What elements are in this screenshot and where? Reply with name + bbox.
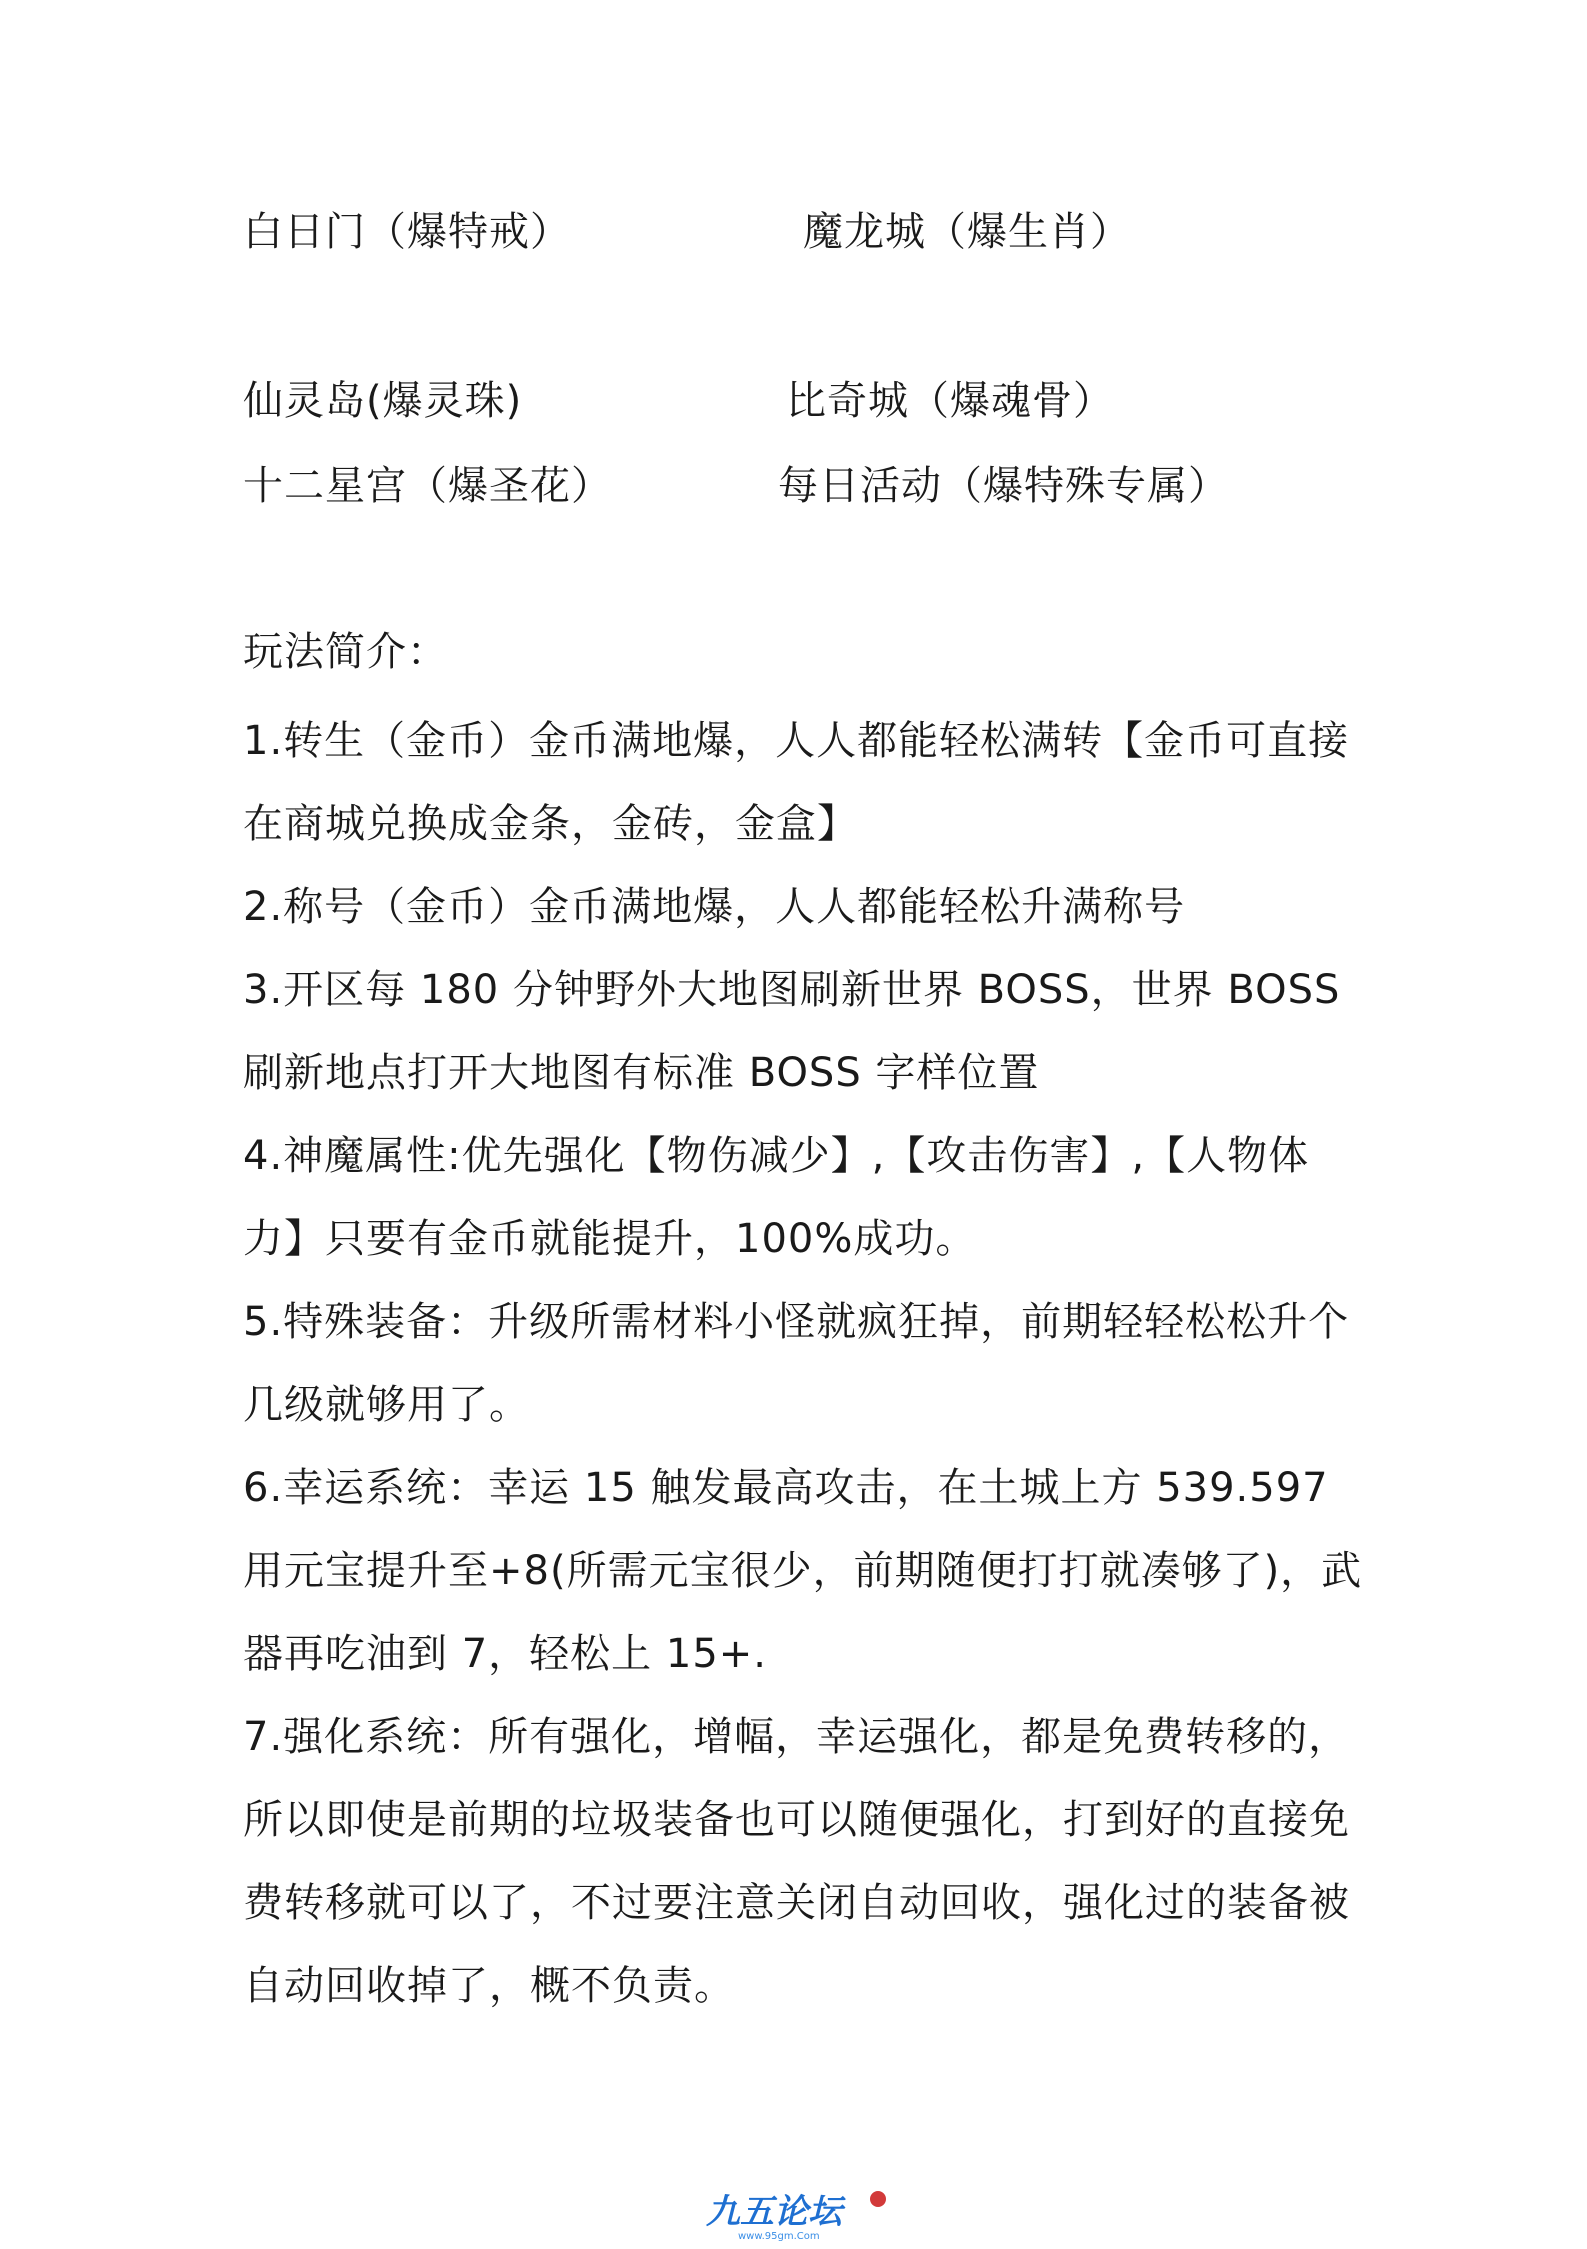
list-item: 4.神魔属性:优先强化【物伤减少】,【攻击伤害】,【人物体力】只要有金币就能提升，100%成功。	[243, 1133, 1310, 1262]
logo-badge-icon	[870, 2191, 886, 2207]
list-item: 5.特殊装备：升级所需材料小怪就疯狂掉，前期轻轻松松升个几级就够用了。	[243, 1299, 1350, 1428]
location-shierxinggong: 十二星宫（爆圣花）	[243, 463, 612, 509]
location-molongcheng: 魔龙城（爆生肖）	[803, 209, 1131, 255]
list-item: 7.强化系统：所有强化，增幅，幸运强化，都是免费转移的，所以即使是前期的垃圾装备也可以随便强化，打到好的直接免费转移就可以了，不过要注意关闭自动回收，强化过的装备被自动回收掉了，概不负责。	[243, 1714, 1350, 2009]
location-biqicheng: 比奇城（爆魂骨）	[786, 378, 1114, 424]
location-xianlingdao: 仙灵岛(爆灵珠)	[243, 378, 523, 424]
intro-title: 玩法简介：	[243, 629, 448, 675]
logo-url: www.95gm.Com	[738, 2231, 820, 2242]
list-item: 2.称号（金币）金币满地爆，人人都能轻松升满称号	[243, 884, 1186, 930]
logo-text: 九五论坛	[706, 2192, 842, 2232]
intro-list	[243, 700, 1363, 2028]
location-baerimen: 白日门（爆特戒）	[243, 209, 571, 255]
list-item: 3.开区每 180 分钟野外大地图刷新世界 BOSS，世界 BOSS 刷新地点打开大地图有标准 BOSS 字样位置	[243, 967, 1341, 1096]
list-item: 6.幸运系统：幸运 15 触发最高攻击，在土城上方 539.597 用元宝提升至+8(所需元宝很少，前期随便打打就凑够了)，武器再吃油到 7，轻松上 15+.	[243, 1465, 1363, 1677]
site-logo	[700, 2185, 900, 2245]
list-item: 1.转生（金币）金币满地爆，人人都能轻松满转【金币可直接在商城兑换成金条，金砖，金盒】	[243, 718, 1350, 847]
location-meirihuodong: 每日活动（爆特殊专属）	[778, 463, 1229, 509]
logo-graphic	[700, 2185, 900, 2245]
